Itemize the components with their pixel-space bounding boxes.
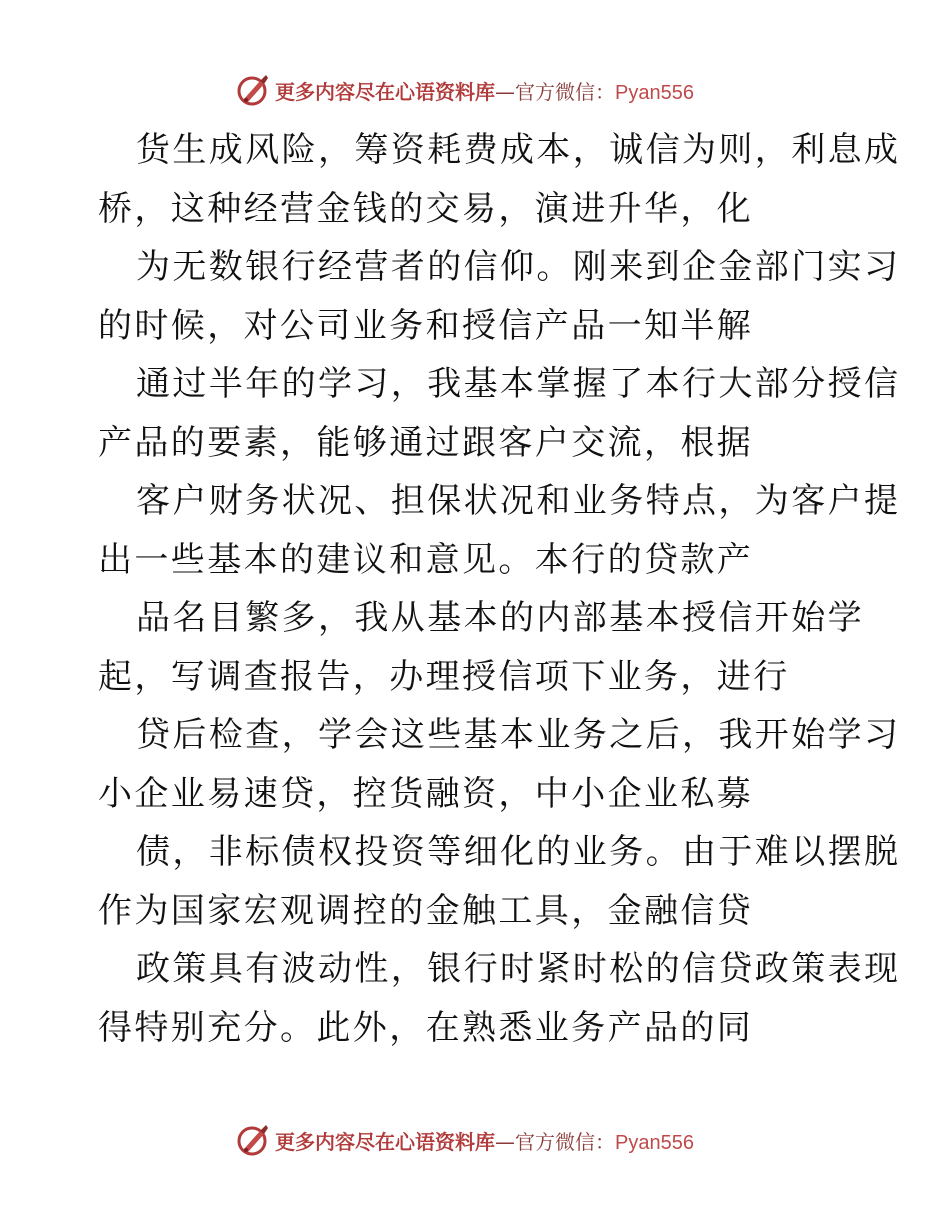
watermark-dash: — [495, 1129, 515, 1154]
footer-watermark [235, 1122, 694, 1158]
text-line: 贷后检查，学会这些基本业务之后，我开始学习 [136, 715, 901, 755]
text-line: 小企业易速贷，控货融资，中小企业私募 [98, 773, 754, 814]
watermark-wechat-id: Pyan556 [615, 81, 694, 104]
text-line: 货生成风险，筹资耗费成本，诚信为则，利息成 [136, 130, 901, 170]
text-line: 客户财务状况、担保状况和业务特点，为客户提 [136, 481, 901, 521]
text-line: 品名目繁多，我从基本的内部基本授信开始学 [136, 598, 864, 638]
text-line: 桥，这种经营金钱的交易，演进升华，化 [98, 188, 754, 229]
pen-logo-icon [235, 72, 271, 108]
text-line: 债，非标债权投资等细化的业务。由于难以摆脱 [136, 832, 901, 872]
text-line: 通过半年的学习，我基本掌握了本行大部分授信 [136, 364, 901, 404]
text-line: 起，写调查报告，办理授信项下业务，进行 [98, 656, 790, 697]
watermark-dash: — [495, 79, 515, 104]
watermark-wechat-label: 官方微信： [515, 1129, 615, 1154]
watermark-wechat-label: 官方微信： [515, 79, 615, 104]
watermark-wechat-id: Pyan556 [615, 1131, 694, 1154]
text-line: 作为国家宏观调控的金触工具，金融信贷 [98, 890, 754, 931]
text-line: 为无数银行经营者的信仰。刚来到企金部门实习 [136, 247, 901, 287]
text-line: 出一些基本的建议和意见。本行的贷款产 [98, 539, 754, 580]
text-line: 政策具有波动性，银行时紧时松的信贷政策表现 [136, 949, 901, 989]
watermark-text: 更多内容尽在心语资料库 [275, 1129, 495, 1154]
watermark-text: 更多内容尽在心语资料库 [275, 79, 495, 104]
text-line: 得特别充分。此外，在熟悉业务产品的同 [98, 1007, 754, 1048]
header-watermark [235, 72, 694, 108]
text-line: 产品的要素，能够通过跟客户交流，根据 [98, 422, 754, 463]
document-body [98, 121, 901, 1057]
pen-logo-icon [235, 1122, 271, 1158]
text-line: 的时候，对公司业务和授信产品一知半解 [98, 305, 754, 346]
